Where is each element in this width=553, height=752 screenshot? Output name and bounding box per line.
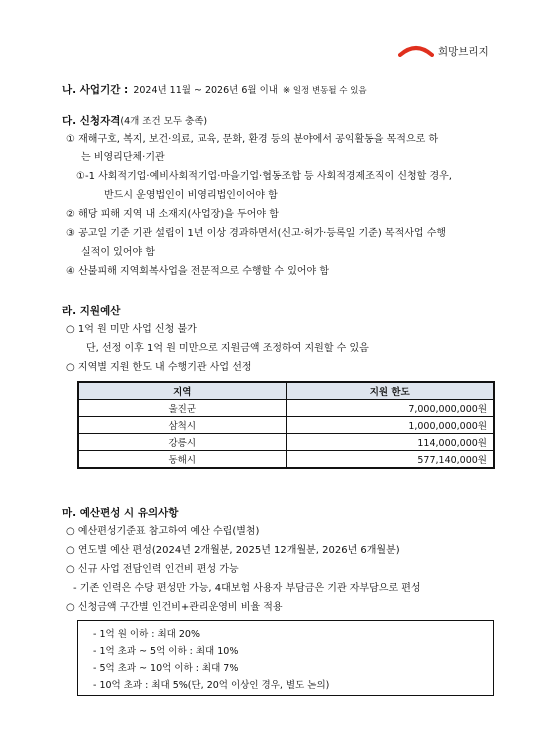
period-value: 2024년 11월 ~ 2026년 6월 이내 [133, 85, 278, 96]
eligibility-line: 반드시 운영법인이 비영리법인이어야 함 [104, 190, 278, 201]
period-section [62, 78, 367, 98]
budget-line: 단, 선정 이후 1억 원 미만으로 지원금액 조정하여 지원할 수 있음 [86, 343, 369, 354]
rate-box [77, 620, 494, 696]
budget-table [77, 381, 495, 469]
limit-cell: 7,000,000,000원 [286, 400, 494, 417]
eligibility-line: ② 해당 피해 지역 내 소재지(사업장)을 두어야 함 [66, 209, 279, 220]
table-row [78, 451, 494, 469]
rate-line: - 1억 원 이하 : 최대 20% [93, 629, 200, 640]
limit-cell: 114,000,000원 [286, 434, 494, 451]
column-header-limit: 지원 한도 [286, 382, 494, 400]
budget-line: ○ 1억 원 미만 사업 신청 불가 [66, 324, 197, 335]
logo-text: 희망브리지 [438, 46, 489, 58]
table-header-row [78, 382, 494, 400]
eligibility-heading-note: (4개 조건 모두 충족) [120, 116, 208, 127]
period-note: ※ 일정 변동될 수 있음 [283, 86, 367, 96]
table-row [78, 417, 494, 434]
eligibility-heading: 다. 신청자격 [62, 115, 121, 127]
eligibility-line: ④ 산불피해 지역회복사업을 전문적으로 수행할 수 있어야 함 [66, 266, 330, 277]
region-cell: 삼척시 [78, 417, 286, 434]
eligibility-line: 실적이 있어야 함 [81, 247, 155, 258]
notes-line: - 기존 인력은 수당 편성만 가능, 4대보험 사용자 부담금은 기관 자부담으로 편성 [73, 583, 421, 594]
notes-line: ○ 연도별 예산 편성(2024년 2개월분, 2025년 12개월분, 2026년 6개월분) [66, 545, 400, 556]
notes-line: ○ 신청금액 구간별 인건비+관리운영비 비율 적용 [66, 602, 283, 613]
eligibility-line: ①-1 사회적기업·예비사회적기업·마을기업·협동조합 등 사회적경제조직이 신청할 경우, [76, 171, 452, 182]
eligibility-line: ③ 공고일 기준 기관 설립이 1년 이상 경과하면서(신고·허가·등록일 기준) 목적사업 수행 [66, 228, 447, 239]
budget-line: ○ 지역별 지원 한도 내 수행기관 사업 선정 [66, 362, 252, 373]
notes-line: ○ 신규 사업 전담인력 인건비 편성 가능 [66, 564, 239, 575]
table-row [78, 434, 494, 451]
rate-line: - 1억 초과 ~ 5억 이하 : 최대 10% [93, 646, 239, 657]
rate-line: - 10억 초과 : 최대 5%(단, 20억 이상인 경우, 별도 논의) [93, 680, 330, 691]
notes-heading: 마. 예산편성 시 유의사항 [62, 507, 179, 519]
eligibility-line: 는 비영리단체·기관 [81, 152, 165, 163]
region-cell: 동해시 [78, 451, 286, 469]
column-header-region: 지역 [78, 382, 286, 400]
limit-cell: 577,140,000원 [286, 451, 494, 469]
region-cell: 강릉시 [78, 434, 286, 451]
region-cell: 울진군 [78, 400, 286, 417]
notes-line: ○ 예산편성기준표 참고하여 예산 수립(별첨) [66, 526, 260, 537]
eligibility-line: ① 재해구호, 복지, 보건·의료, 교육, 문화, 환경 등의 분야에서 공익활동을 목적으로 하 [66, 134, 439, 145]
eligibility-heading-row [62, 113, 207, 128]
budget-heading: 라. 지원예산 [62, 305, 121, 317]
rate-line: - 5억 초과 ~ 10억 이하 : 최대 7% [93, 663, 239, 674]
table-row [78, 400, 494, 417]
limit-cell: 1,000,000,000원 [286, 417, 494, 434]
period-heading: 나. 사업기간 : [62, 84, 129, 96]
bridge-arc-icon [398, 43, 434, 57]
